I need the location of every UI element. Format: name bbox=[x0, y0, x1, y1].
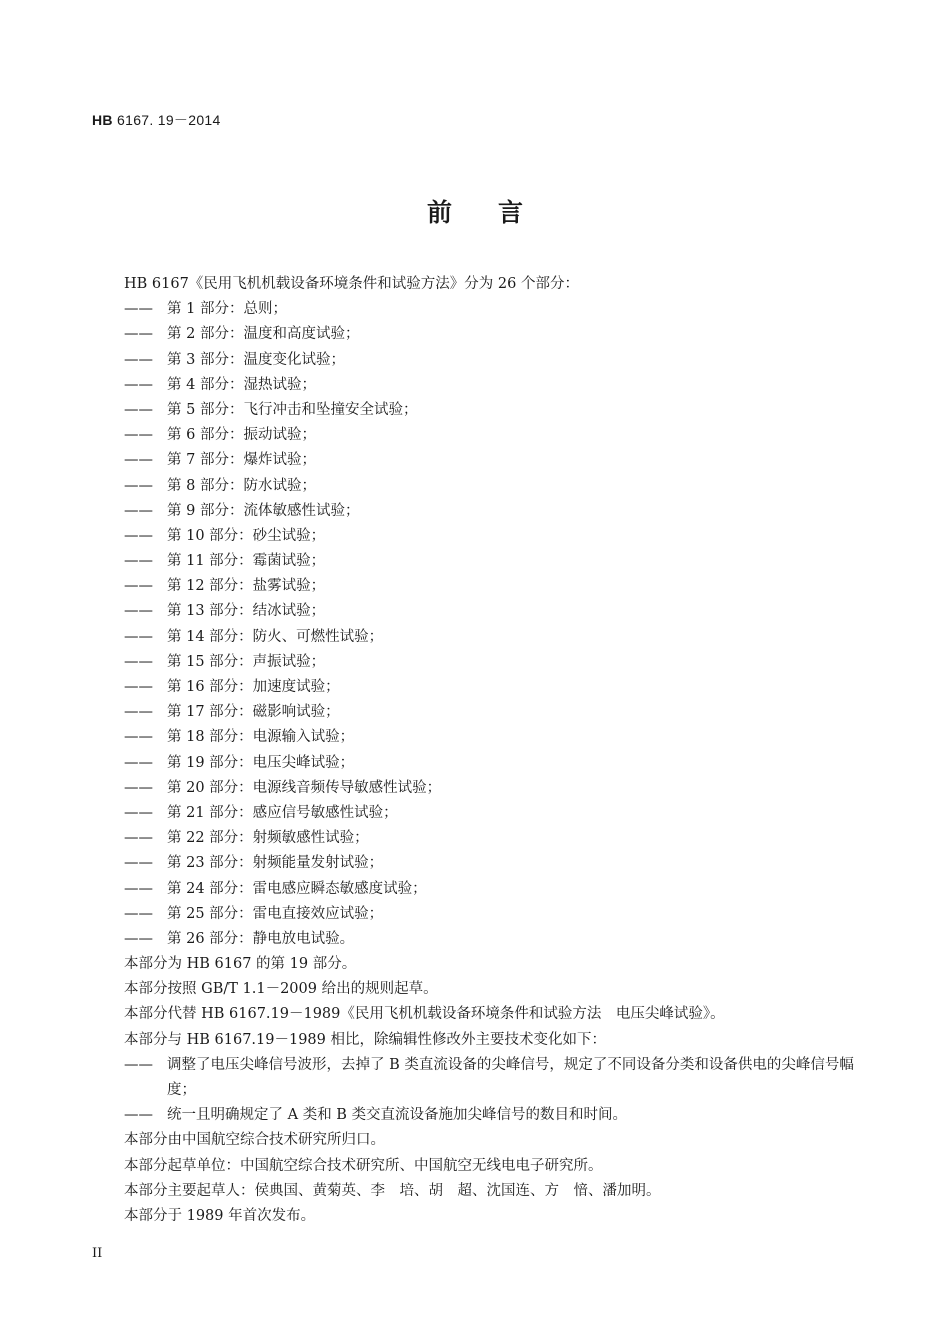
part-text: 第 2 部分：温度和高度试验； bbox=[167, 326, 360, 343]
part-text: 第 20 部分：电源线音频传导敏感性试验； bbox=[167, 779, 442, 796]
list-dash: —— bbox=[124, 754, 153, 771]
part-text: 第 6 部分：振动试验； bbox=[167, 427, 316, 444]
list-item bbox=[124, 297, 854, 322]
part-text: 第 13 部分：结冰试验； bbox=[167, 603, 326, 620]
list-dash: —— bbox=[124, 855, 153, 872]
list-item bbox=[124, 625, 854, 650]
list-dash: —— bbox=[124, 905, 153, 922]
page-title: 前言 bbox=[426, 198, 569, 227]
list-dash: —— bbox=[124, 779, 153, 796]
part-text: 第 4 部分：湿热试验； bbox=[167, 376, 316, 393]
list-dash: —— bbox=[124, 351, 153, 368]
part-text: 第 10 部分：砂尘试验； bbox=[167, 527, 326, 544]
part-text: 第 26 部分：静电放电试验。 bbox=[167, 930, 355, 947]
list-item bbox=[124, 902, 854, 927]
part-text: 第 25 部分：雷电直接效应试验； bbox=[167, 905, 384, 922]
part-text: 第 15 部分：声振试验； bbox=[167, 653, 326, 670]
list-item bbox=[124, 322, 854, 347]
list-item bbox=[124, 574, 854, 599]
statement-part-number: 本部分为 HB 6167 的第 19 部分。 bbox=[124, 956, 357, 973]
statement-replaces: 本部分代替 HB 6167.19－1989《民用飞机机载设备环境条件和试验方法 电压尖峰试验》。 bbox=[124, 1006, 725, 1023]
list-dash: —— bbox=[124, 880, 153, 897]
list-item bbox=[124, 599, 854, 624]
statement-drafters: 本部分主要起草人：侯典国、黄菊英、李 培、胡 超、沈国连、方 愔、潘加明。 bbox=[124, 1182, 661, 1199]
part-text: 第 14 部分：防火、可燃性试验； bbox=[167, 628, 384, 645]
list-dash: —— bbox=[124, 301, 153, 318]
list-dash: —— bbox=[124, 553, 153, 570]
part-text: 第 8 部分：防水试验； bbox=[167, 477, 316, 494]
list-item bbox=[124, 398, 854, 423]
list-dash: —— bbox=[124, 930, 153, 947]
page-number: II bbox=[92, 1246, 103, 1261]
change-text: 调整了电压尖峰信号波形，去掉了 B 类直流设备的尖峰信号，规定了不同设备分类和设备供电的尖峰信号幅度； bbox=[167, 1056, 854, 1099]
list-item bbox=[124, 348, 854, 373]
list-dash: —— bbox=[124, 1107, 153, 1124]
document-code-number: 6167. 19－2014 bbox=[117, 112, 221, 128]
part-text: 第 3 部分：温度变化试验； bbox=[167, 351, 345, 368]
change-item bbox=[124, 1053, 854, 1103]
list-dash: —— bbox=[124, 704, 153, 721]
change-item bbox=[124, 1103, 854, 1128]
part-text: 第 1 部分：总则； bbox=[167, 301, 287, 318]
list-item bbox=[124, 801, 854, 826]
part-text: 第 17 部分：磁影响试验； bbox=[167, 704, 340, 721]
list-dash: —— bbox=[124, 502, 153, 519]
list-dash: —— bbox=[124, 729, 153, 746]
list-dash: —— bbox=[124, 452, 153, 469]
statement-changes: 本部分与 HB 6167.19－1989 相比，除编辑性修改外主要技术变化如下： bbox=[124, 1031, 606, 1048]
statement-drafting-units: 本部分起草单位：中国航空综合技术研究所、中国航空无线电电子研究所。 bbox=[124, 1157, 603, 1174]
part-text: 第 19 部分：电压尖峰试验； bbox=[167, 754, 355, 771]
part-text: 第 21 部分：感应信号敏感性试验； bbox=[167, 804, 398, 821]
list-item bbox=[124, 776, 854, 801]
list-item bbox=[124, 725, 854, 750]
list-dash: —— bbox=[124, 603, 153, 620]
list-item bbox=[124, 877, 854, 902]
list-item bbox=[124, 373, 854, 398]
document-code bbox=[92, 110, 221, 130]
list-dash: —— bbox=[124, 804, 153, 821]
document-code-prefix: HB bbox=[92, 112, 113, 128]
statement-centralized: 本部分由中国航空综合技术研究所归口。 bbox=[124, 1132, 385, 1149]
list-item bbox=[124, 826, 854, 851]
part-text: 第 23 部分：射频能量发射试验； bbox=[167, 855, 384, 872]
change-text: 统一且明确规定了 A 类和 B 类交直流设备施加尖峰信号的数目和时间。 bbox=[167, 1107, 628, 1124]
list-dash: —— bbox=[124, 401, 153, 418]
list-dash: —— bbox=[124, 653, 153, 670]
list-dash: —— bbox=[124, 679, 153, 695]
part-text: 第 12 部分：盐雾试验； bbox=[167, 578, 326, 595]
list-item bbox=[124, 700, 854, 725]
list-item bbox=[124, 524, 854, 549]
list-dash: —— bbox=[124, 628, 153, 645]
list-dash: —— bbox=[124, 477, 153, 494]
list-item bbox=[124, 474, 854, 499]
part-text: 第 7 部分：爆炸试验； bbox=[167, 452, 316, 469]
list-dash: —— bbox=[124, 830, 153, 847]
list-item bbox=[124, 549, 854, 574]
part-text: 第 16 部分：加速度试验； bbox=[167, 679, 340, 695]
part-text: 第 18 部分：电源输入试验； bbox=[167, 729, 355, 746]
list-dash: —— bbox=[124, 326, 153, 343]
part-text: 第 9 部分：流体敏感性试验； bbox=[167, 502, 360, 519]
intro-paragraph: HB 6167《民用飞机机载设备环境条件和试验方法》分为 26 个部分： bbox=[124, 276, 579, 292]
list-item bbox=[124, 650, 854, 675]
list-item bbox=[124, 851, 854, 876]
foreword-body bbox=[124, 272, 854, 1229]
part-text: 第 24 部分：雷电感应瞬态敏感度试验； bbox=[167, 880, 427, 897]
part-text: 第 11 部分：霉菌试验； bbox=[167, 553, 326, 570]
statement-first-issued: 本部分于 1989 年首次发布。 bbox=[124, 1207, 316, 1224]
part-text: 第 5 部分：飞行冲击和坠撞安全试验； bbox=[167, 401, 418, 418]
list-item bbox=[124, 927, 854, 952]
list-dash: —— bbox=[124, 427, 153, 444]
part-text: 第 22 部分：射频敏感性试验； bbox=[167, 830, 369, 847]
list-dash: —— bbox=[124, 376, 153, 393]
list-item bbox=[124, 499, 854, 524]
list-item bbox=[124, 423, 854, 448]
list-item bbox=[124, 448, 854, 473]
statement-drafting-rules: 本部分按照 GB/T 1.1－2009 给出的规则起草。 bbox=[124, 981, 438, 998]
list-item bbox=[124, 675, 854, 700]
list-dash: —— bbox=[124, 578, 153, 595]
list-dash: —— bbox=[124, 527, 153, 544]
list-dash: —— bbox=[124, 1056, 153, 1073]
list-item bbox=[124, 751, 854, 776]
